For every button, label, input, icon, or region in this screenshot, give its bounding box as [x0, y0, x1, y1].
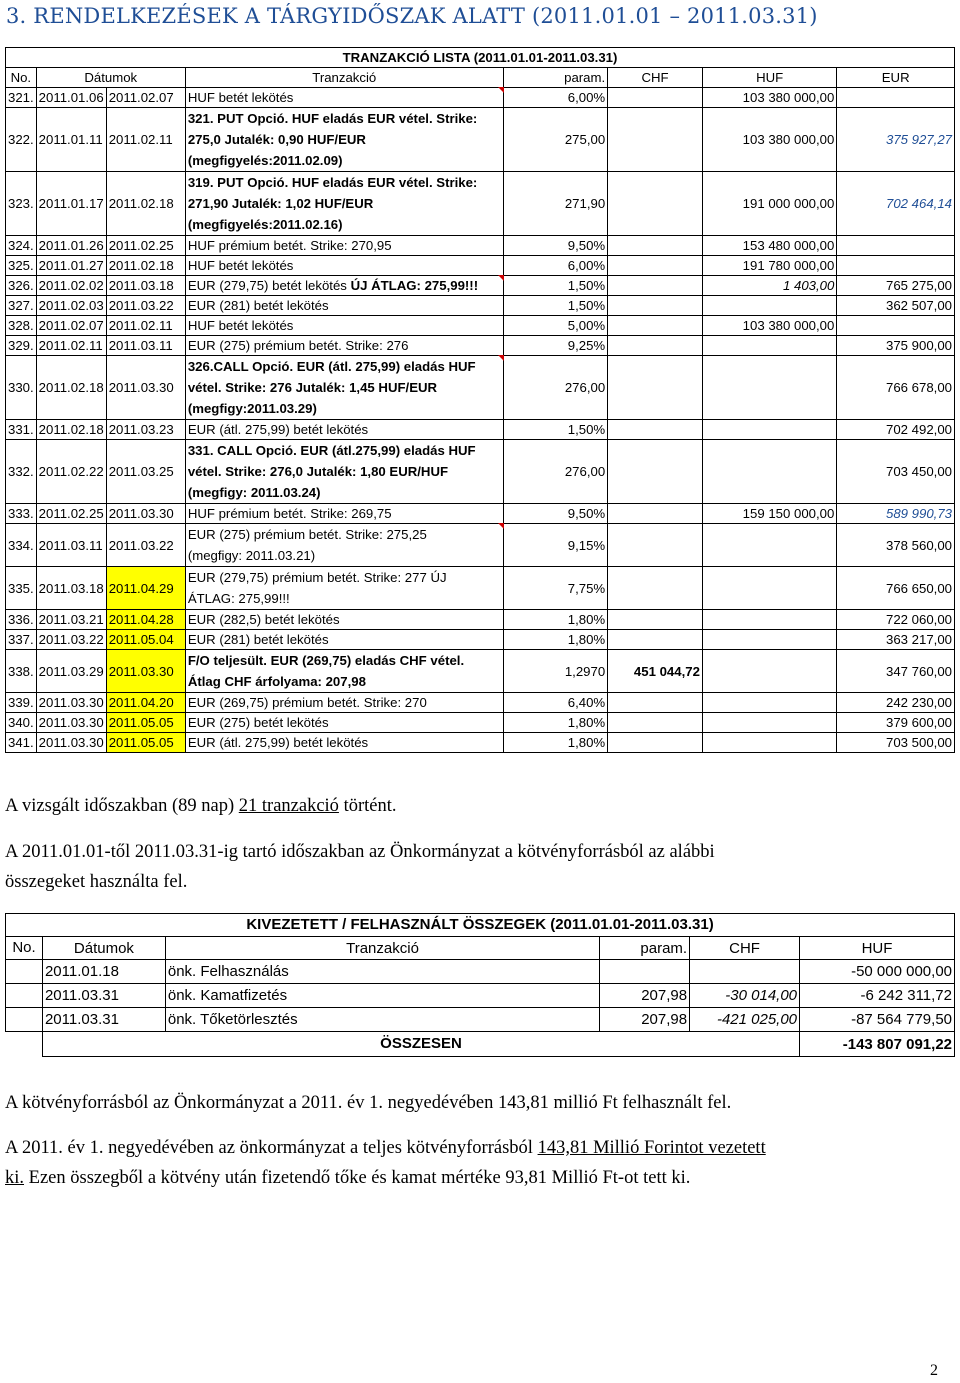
cell-date: 2011.03.31: [42, 1008, 165, 1032]
cell-start-date: 2011.02.11: [36, 336, 106, 356]
cell-huf: 103 380 000,00: [702, 88, 836, 108]
table-row: [6, 630, 955, 650]
cell-no: 321.: [6, 88, 37, 108]
transaction-line: 275,0 Jutalék: 0,90 HUF/EUR: [187, 132, 366, 147]
transaction-line: EUR (275) prémium betét. Strike: 275,25: [187, 527, 427, 542]
cell-transaction: [185, 650, 503, 693]
cell-huf: [702, 713, 836, 733]
cell-no: [6, 984, 43, 1008]
cell-eur: 363 217,00: [837, 630, 955, 650]
cell-param: 1,50%: [503, 276, 607, 296]
transaction-line: (megfigy: 2011.03.24): [187, 485, 321, 500]
cell-no: 333.: [6, 504, 37, 524]
cell-param: 276,00: [503, 356, 607, 420]
text: Ezen összegből a kötvény után fizetendő tőke és kamat mértéke 93,81 Millió Ft-ot tett ki.: [24, 1168, 691, 1188]
cell-param: 1,80%: [503, 713, 607, 733]
cell-param: 1,2970: [503, 650, 607, 693]
transaction-line: (megfigy: 2011.03.21): [187, 548, 316, 563]
cell-chf: 451 044,72: [608, 650, 703, 693]
underlined-text: ki.: [5, 1168, 25, 1188]
cell-eur: 379 600,00: [837, 713, 955, 733]
cell-huf: [702, 440, 836, 504]
table-row: [6, 984, 955, 1008]
cell-start-date: 2011.01.17: [36, 172, 106, 236]
text: A vizsgált időszakban (89 nap): [5, 796, 239, 816]
transaction-line: (megfigyelés:2011.02.16): [187, 217, 343, 232]
cell-start-date: 2011.03.30: [36, 713, 106, 733]
cell-chf: -421 025,00: [690, 1008, 800, 1032]
cell-no: 334.: [6, 524, 37, 567]
table-row: [6, 356, 955, 420]
table-row: [6, 276, 955, 296]
cell-start-date: 2011.01.27: [36, 256, 106, 276]
cell-chf: [608, 420, 703, 440]
transaction-line: 319. PUT Opció. HUF eladás EUR vétel. Strike:: [187, 175, 478, 190]
cell-huf: -87 564 779,50: [800, 1008, 955, 1032]
cell-start-date: 2011.02.02: [36, 276, 106, 296]
cell-chf: [608, 733, 703, 753]
table-row: [6, 650, 955, 693]
cell-end-date: 2011.03.22: [106, 296, 185, 316]
cell-chf: [608, 610, 703, 630]
table-row: [6, 172, 955, 236]
cell-end-date: 2011.03.30: [106, 356, 185, 420]
cell-transaction: [185, 524, 503, 567]
table-title: KIVEZETETT / FELHASZNÁLT ÖSSZEGEK (2011.01.01-2011.03.31): [6, 914, 955, 937]
table-header-row: [6, 937, 955, 960]
col-header-date: Dátumok: [42, 937, 165, 960]
cell-chf: [608, 296, 703, 316]
cell-chf: [608, 693, 703, 713]
cell-transaction: [185, 276, 503, 296]
cell-param: 5,00%: [503, 316, 607, 336]
cell-start-date: 2011.02.03: [36, 296, 106, 316]
total-row: [6, 1032, 955, 1057]
text: A: [5, 842, 22, 862]
table-row: [6, 316, 955, 336]
cell-start-date: 2011.03.11: [36, 524, 106, 567]
col-header-huf: HUF: [800, 937, 955, 960]
cell-date: 2011.01.18: [42, 960, 165, 984]
cell-param: 9,25%: [503, 336, 607, 356]
cell-param: 271,90: [503, 172, 607, 236]
cell-eur: 347 760,00: [837, 650, 955, 693]
cell-chf: [608, 504, 703, 524]
cell-param: 6,00%: [503, 256, 607, 276]
table-row: [6, 420, 955, 440]
cell-huf: [702, 650, 836, 693]
cell-no: 322.: [6, 108, 37, 172]
cell-chf: [608, 440, 703, 504]
col-header-dates: Dátumok: [36, 68, 185, 88]
cell-param: 275,00: [503, 108, 607, 172]
cell-eur: 703 500,00: [837, 733, 955, 753]
cell-transaction: [185, 356, 503, 420]
cell-start-date: 2011.03.29: [36, 650, 106, 693]
transaction-text: EUR (275) prémium betét. Strike: 276: [187, 338, 409, 353]
cell-no: 337.: [6, 630, 37, 650]
cell-eur: 378 560,00: [837, 524, 955, 567]
cell-no: 330.: [6, 356, 37, 420]
cell-start-date: 2011.02.18: [36, 356, 106, 420]
cell-no: 336.: [6, 610, 37, 630]
table-row: [6, 567, 955, 610]
cell-no: 329.: [6, 336, 37, 356]
cell-huf: [702, 630, 836, 650]
cell-end-date: 2011.02.25: [106, 236, 185, 256]
col-header-transaction: Tranzakció: [165, 937, 599, 960]
cell-huf: [702, 296, 836, 316]
transaction-table: [5, 47, 955, 753]
cell-transaction: [185, 108, 503, 172]
cell-end-date: 2011.04.20: [106, 693, 185, 713]
transaction-text: EUR (átl. 275,99) betét lekötés: [187, 735, 369, 750]
col-header-chf: CHF: [608, 68, 703, 88]
cell-chf: [608, 356, 703, 420]
col-header-no: No.: [6, 68, 37, 88]
table-row: [6, 336, 955, 356]
cell-start-date: 2011.01.06: [36, 88, 106, 108]
cell-transaction: [185, 630, 503, 650]
cell-no: 339.: [6, 693, 37, 713]
transaction-line: 321. PUT Opció. HUF eladás EUR vétel. Strike:: [187, 111, 478, 126]
cell-eur: 766 650,00: [837, 567, 955, 610]
cell-no: 338.: [6, 650, 37, 693]
cell-eur: [837, 256, 955, 276]
cell-blank: [6, 1032, 43, 1057]
cell-param: 207,98: [600, 1008, 690, 1032]
cell-transaction: [185, 88, 503, 108]
transaction-line: 331. CALL Opció. EUR (átl.275,99) eladás HUF: [187, 443, 476, 458]
cell-transaction: [185, 336, 503, 356]
transaction-text: EUR (269,75) prémium betét. Strike: 270: [187, 695, 427, 710]
cell-end-date: 2011.03.22: [106, 524, 185, 567]
col-header-eur: EUR: [837, 68, 955, 88]
cell-transaction: [185, 236, 503, 256]
col-header-chf: CHF: [690, 937, 800, 960]
table-row: [6, 108, 955, 172]
table-row: [6, 524, 955, 567]
cell-chf: [608, 236, 703, 256]
cell-start-date: 2011.03.22: [36, 630, 106, 650]
cell-eur: 766 678,00: [837, 356, 955, 420]
cell-transaction: [185, 296, 503, 316]
cell-chf: [608, 256, 703, 276]
used-amounts-table: [5, 913, 955, 1057]
cell-chf: -30 014,00: [690, 984, 800, 1008]
cell-transaction: [185, 172, 503, 236]
cell-end-date: 2011.03.25: [106, 440, 185, 504]
cell-transaction: [185, 440, 503, 504]
cell-no: 324.: [6, 236, 37, 256]
underlined-text: 21 tranzakció: [238, 796, 339, 816]
transaction-highlight: ÚJ ÁTLAG: 275,99!!!: [350, 278, 479, 293]
cell-transaction: [185, 567, 503, 610]
cell-end-date: 2011.03.11: [106, 336, 185, 356]
paragraph-summary: [5, 1133, 955, 1193]
paragraph-period: [5, 837, 955, 897]
text: tartó időszakban az Önkormányzat a kötvényforrásból az alábbi: [237, 842, 715, 862]
transaction-text: HUF betét lekötés: [187, 318, 294, 333]
cell-no: 326.: [6, 276, 37, 296]
cell-param: 9,50%: [503, 236, 607, 256]
col-header-param: param.: [600, 937, 690, 960]
cell-chf: [608, 88, 703, 108]
cell-end-date: 2011.05.05: [106, 713, 185, 733]
cell-chf: [608, 567, 703, 610]
cell-param: 7,75%: [503, 567, 607, 610]
cell-transaction: önk. Tőketörlesztés: [165, 1008, 599, 1032]
total-label: ÖSSZESEN: [42, 1032, 799, 1057]
table-row: [6, 236, 955, 256]
cell-no: 340.: [6, 713, 37, 733]
cell-no: 325.: [6, 256, 37, 276]
cell-huf: [702, 356, 836, 420]
cell-end-date: 2011.03.30: [106, 504, 185, 524]
transaction-text: EUR (281) betét lekötés: [187, 298, 329, 313]
cell-eur: 722 060,00: [837, 610, 955, 630]
cell-transaction: [185, 256, 503, 276]
cell-transaction: [185, 693, 503, 713]
cell-start-date: 2011.01.11: [36, 108, 106, 172]
cell-param: 1,80%: [503, 733, 607, 753]
cell-chf: [608, 172, 703, 236]
cell-param: 1,80%: [503, 630, 607, 650]
cell-huf: [702, 567, 836, 610]
cell-transaction: [185, 733, 503, 753]
cell-end-date: 2011.03.23: [106, 420, 185, 440]
cell-chf: [608, 108, 703, 172]
section-heading: 3. RENDELKEZÉSEK A TÁRGYIDŐSZAK ALATT (2011.01.01 – 2011.03.31): [6, 4, 818, 28]
transaction-line: vétel. Strike: 276,0 Jutalék: 1,80 EUR/HUF: [187, 464, 449, 479]
cell-huf: 153 480 000,00: [702, 236, 836, 256]
cell-start-date: 2011.03.30: [36, 733, 106, 753]
cell-eur: 375 927,27: [837, 108, 955, 172]
col-header-transaction: Tranzakció: [185, 68, 503, 88]
table-row: [6, 713, 955, 733]
cell-no: 327.: [6, 296, 37, 316]
cell-eur: [837, 316, 955, 336]
cell-param: 9,15%: [503, 524, 607, 567]
paragraph-transaction-count: [5, 791, 396, 821]
cell-transaction: [185, 504, 503, 524]
cell-transaction: [185, 713, 503, 733]
col-header-param: param.: [503, 68, 607, 88]
transaction-text: HUF betét lekötés: [187, 258, 294, 273]
transaction-line: EUR (279,75) prémium betét. Strike: 277 ÚJ: [187, 570, 447, 585]
cell-start-date: 2011.03.18: [36, 567, 106, 610]
transaction-text: EUR (281) betét lekötés: [187, 632, 329, 647]
cell-end-date: 2011.04.28: [106, 610, 185, 630]
cell-param: 9,50%: [503, 504, 607, 524]
col-header-no: No.: [6, 937, 43, 960]
cell-chf: [608, 276, 703, 296]
transaction-text: HUF prémium betét. Strike: 269,75: [187, 506, 392, 521]
cell-huf: 103 380 000,00: [702, 316, 836, 336]
cell-transaction: önk. Felhasználás: [165, 960, 599, 984]
cell-param: 1,50%: [503, 296, 607, 316]
col-header-huf: HUF: [702, 68, 836, 88]
cell-end-date: 2011.03.30: [106, 650, 185, 693]
cell-no: 332.: [6, 440, 37, 504]
cell-huf: [702, 610, 836, 630]
cell-no: [6, 960, 43, 984]
cell-eur: 703 450,00: [837, 440, 955, 504]
cell-param: [600, 960, 690, 984]
table-row: [6, 610, 955, 630]
transaction-text: EUR (282,5) betét lekötés: [187, 612, 340, 627]
cell-no: 331.: [6, 420, 37, 440]
total-value: -143 807 091,22: [800, 1032, 955, 1057]
cell-end-date: 2011.02.18: [106, 172, 185, 236]
cell-start-date: 2011.02.25: [36, 504, 106, 524]
cell-param: 207,98: [600, 984, 690, 1008]
transaction-line: (megfigy:2011.03.29): [187, 401, 317, 416]
cell-huf: -6 242 311,72: [800, 984, 955, 1008]
cell-end-date: 2011.04.29: [106, 567, 185, 610]
cell-end-date: 2011.03.18: [106, 276, 185, 296]
cell-huf: [702, 524, 836, 567]
cell-huf: [702, 420, 836, 440]
cell-no: 335.: [6, 567, 37, 610]
cell-huf: [702, 693, 836, 713]
paragraph-usage: A kötvényforrásból az Önkormányzat a 2011. év 1. negyedévében 143,81 millió Ft felhasznált fel.: [5, 1093, 732, 1113]
transaction-text: HUF prémium betét. Strike: 270,95: [187, 238, 392, 253]
cell-no: 323.: [6, 172, 37, 236]
cell-transaction: [185, 610, 503, 630]
cell-start-date: 2011.03.30: [36, 693, 106, 713]
table-header-row: [6, 68, 955, 88]
transaction-line: (megfigyelés:2011.02.09): [187, 153, 343, 168]
cell-transaction: [185, 420, 503, 440]
page-number: 2: [930, 1362, 938, 1379]
cell-huf: 159 150 000,00: [702, 504, 836, 524]
cell-eur: 702 464,14: [837, 172, 955, 236]
cell-start-date: 2011.03.21: [36, 610, 106, 630]
cell-param: 276,00: [503, 440, 607, 504]
cell-end-date: 2011.02.11: [106, 316, 185, 336]
underlined-text: 143,81 Millió Forintot vezetett: [537, 1138, 766, 1158]
cell-huf: [702, 336, 836, 356]
cell-start-date: 2011.02.22: [36, 440, 106, 504]
table-row: [6, 88, 955, 108]
table-row: [6, 256, 955, 276]
cell-huf: 103 380 000,00: [702, 108, 836, 172]
cell-eur: 589 990,73: [837, 504, 955, 524]
cell-param: 6,00%: [503, 88, 607, 108]
transaction-line: 271,90 Jutalék: 1,02 HUF/EUR: [187, 196, 374, 211]
cell-end-date: 2011.05.05: [106, 733, 185, 753]
transaction-line: 326.CALL Opció. EUR (átl. 275,99) eladás HUF: [187, 359, 476, 374]
cell-chf: [608, 713, 703, 733]
table-row: [6, 1008, 955, 1032]
text: összegeket használta fel.: [5, 872, 188, 892]
cell-eur: 765 275,00: [837, 276, 955, 296]
table-title-row: [6, 48, 955, 68]
cell-eur: 702 492,00: [837, 420, 955, 440]
table-row: [6, 440, 955, 504]
cell-eur: 362 507,00: [837, 296, 955, 316]
table-row: [6, 960, 955, 984]
cell-huf: 191 000 000,00: [702, 172, 836, 236]
cell-end-date: 2011.02.07: [106, 88, 185, 108]
cell-huf: 1 403,00: [702, 276, 836, 296]
cell-chf: [608, 524, 703, 567]
cell-no: 341.: [6, 733, 37, 753]
cell-start-date: 2011.02.07: [36, 316, 106, 336]
table-row: [6, 693, 955, 713]
cell-eur: 242 230,00: [837, 693, 955, 713]
transaction-line: vétel. Strike: 276 Jutalék: 1,45 HUF/EUR: [187, 380, 438, 395]
transaction-text: EUR (átl. 275,99) betét lekötés: [187, 422, 369, 437]
cell-huf: 191 780 000,00: [702, 256, 836, 276]
table-row: [6, 504, 955, 524]
cell-start-date: 2011.01.26: [36, 236, 106, 256]
cell-transaction: [185, 316, 503, 336]
cell-transaction: önk. Kamatfizetés: [165, 984, 599, 1008]
cell-param: 1,80%: [503, 610, 607, 630]
cell-chf: [608, 316, 703, 336]
table-row: [6, 296, 955, 316]
cell-eur: [837, 88, 955, 108]
text: történt.: [338, 796, 397, 816]
cell-start-date: 2011.02.18: [36, 420, 106, 440]
transaction-text: HUF betét lekötés: [187, 90, 294, 105]
transaction-line: ÁTLAG: 275,99!!!: [187, 591, 290, 606]
period-text: 2011.01.01-től 2011.03.31-ig: [21, 842, 238, 862]
cell-huf: -50 000 000,00: [800, 960, 955, 984]
text: A 2011. év 1. negyedévében az önkormányzat a teljes kötvényforrásból: [5, 1138, 538, 1158]
cell-param: 1,50%: [503, 420, 607, 440]
transaction-text: EUR (275) betét lekötés: [187, 715, 329, 730]
cell-eur: 375 900,00: [837, 336, 955, 356]
cell-huf: [702, 733, 836, 753]
table-row: [6, 733, 955, 753]
cell-end-date: 2011.02.11: [106, 108, 185, 172]
cell-end-date: 2011.05.04: [106, 630, 185, 650]
transaction-line: Átlag CHF árfolyama: 207,98: [187, 674, 366, 689]
table-title-row: [6, 914, 955, 937]
transaction-line: F/O teljesült. EUR (269,75) eladás CHF vétel.: [187, 653, 465, 668]
transaction-text: EUR (279,75) betét lekötés: [187, 278, 347, 293]
cell-no: [6, 1008, 43, 1032]
cell-end-date: 2011.02.18: [106, 256, 185, 276]
cell-param: 6,40%: [503, 693, 607, 713]
cell-chf: [608, 630, 703, 650]
cell-chf: [608, 336, 703, 356]
cell-no: 328.: [6, 316, 37, 336]
cell-eur: [837, 236, 955, 256]
cell-date: 2011.03.31: [42, 984, 165, 1008]
cell-chf: [690, 960, 800, 984]
table-title: TRANZAKCIÓ LISTA (2011.01.01-2011.03.31): [6, 48, 955, 68]
